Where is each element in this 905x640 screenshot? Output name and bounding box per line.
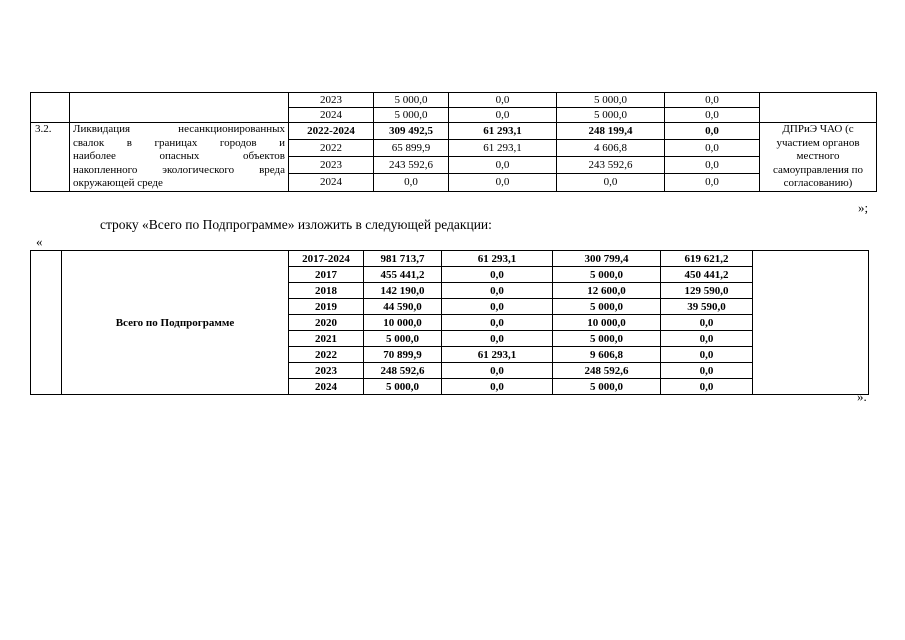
year-cell: 2019 xyxy=(289,299,364,315)
value-cell: 12 600,0 xyxy=(553,283,661,299)
description-line: свалок в границах городов и xyxy=(73,136,285,149)
value-cell: 61 293,1 xyxy=(442,347,553,363)
value-cell: 61 293,1 xyxy=(442,251,553,267)
total-label: Всего по Подпрограмме xyxy=(62,251,289,395)
subprogram-item-table xyxy=(30,92,877,192)
value-cell: 5 000,0 xyxy=(553,331,661,347)
value-cell: 61 293,1 xyxy=(449,123,557,140)
total-cell: 981 713,7 xyxy=(364,251,442,267)
responsible-cell xyxy=(753,251,869,395)
closing-quote: ». xyxy=(857,389,867,404)
closing-quote: »; xyxy=(858,200,869,215)
year-cell: 2023 xyxy=(289,157,374,174)
value-cell: 243 592,6 xyxy=(557,157,665,174)
total-cell: 243 592,6 xyxy=(374,157,449,174)
value-cell: 5 000,0 xyxy=(553,379,661,395)
total-cell: 5 000,0 xyxy=(374,108,449,123)
year-cell: 2022-2024 xyxy=(289,123,374,140)
year-cell: 2024 xyxy=(289,108,374,123)
description-line: накопленного экологического вреда xyxy=(73,163,285,176)
total-cell: 309 492,5 xyxy=(374,123,449,140)
year-cell: 2023 xyxy=(289,363,364,379)
opening-quote: « xyxy=(36,234,43,249)
value-cell: 5 000,0 xyxy=(557,93,665,108)
total-cell: 70 899,9 xyxy=(364,347,442,363)
value-cell: 0,0 xyxy=(661,331,753,347)
value-cell: 0,0 xyxy=(449,174,557,191)
value-cell: 0,0 xyxy=(661,379,753,395)
total-cell: 5 000,0 xyxy=(364,331,442,347)
value-cell: 0,0 xyxy=(449,108,557,123)
value-cell: 5 000,0 xyxy=(553,267,661,283)
table-row xyxy=(31,251,869,267)
total-cell: 0,0 xyxy=(374,174,449,191)
year-cell: 2020 xyxy=(289,315,364,331)
value-cell: 61 293,1 xyxy=(449,140,557,157)
description-line: наиболее опасных объектов xyxy=(73,150,285,162)
year-cell: 2022 xyxy=(289,347,364,363)
description-line: окружающей среде xyxy=(73,177,163,189)
value-cell: 39 590,0 xyxy=(661,299,753,315)
item-number: 3.2. xyxy=(31,123,70,192)
value-cell: 0,0 xyxy=(665,123,760,140)
value-cell: 0,0 xyxy=(449,157,557,174)
responsible-cell xyxy=(760,93,877,123)
value-cell: 0,0 xyxy=(661,363,753,379)
value-cell: 0,0 xyxy=(557,174,665,191)
responsible-executor: ДПРиЭ ЧАО (с участием органов местного самоуправления по согласованию) xyxy=(760,123,877,192)
year-cell: 2017 xyxy=(289,267,364,283)
year-cell: 2023 xyxy=(289,93,374,108)
value-cell: 248 199,4 xyxy=(557,123,665,140)
number-cell xyxy=(31,93,70,123)
value-cell: 0,0 xyxy=(442,379,553,395)
instruction-text: строку «Всего по Подпрограмме» изложить в следующей редакции: xyxy=(100,217,492,232)
value-cell: 4 606,8 xyxy=(557,140,665,157)
total-cell: 65 899,9 xyxy=(374,140,449,157)
total-cell: 44 590,0 xyxy=(364,299,442,315)
value-cell: 0,0 xyxy=(665,174,760,191)
value-cell: 0,0 xyxy=(665,108,760,123)
value-cell: 619 621,2 xyxy=(661,251,753,267)
value-cell: 0,0 xyxy=(665,157,760,174)
year-cell: 2017-2024 xyxy=(289,251,364,267)
value-cell: 450 441,2 xyxy=(661,267,753,283)
value-cell: 0,0 xyxy=(661,315,753,331)
value-cell: 0,0 xyxy=(449,93,557,108)
description-line: Ликвидация несанкционированных xyxy=(73,123,285,135)
year-cell: 2022 xyxy=(289,140,374,157)
value-cell: 5 000,0 xyxy=(557,108,665,123)
value-cell: 9 606,8 xyxy=(553,347,661,363)
total-cell: 248 592,6 xyxy=(364,363,442,379)
table-row xyxy=(31,93,877,108)
value-cell: 0,0 xyxy=(442,315,553,331)
value-cell: 10 000,0 xyxy=(553,315,661,331)
subprogram-total-table xyxy=(30,250,869,395)
value-cell: 0,0 xyxy=(661,347,753,363)
value-cell: 0,0 xyxy=(442,283,553,299)
value-cell: 0,0 xyxy=(665,93,760,108)
total-cell: 5 000,0 xyxy=(364,379,442,395)
value-cell: 300 799,4 xyxy=(553,251,661,267)
value-cell: 5 000,0 xyxy=(553,299,661,315)
value-cell: 0,0 xyxy=(442,267,553,283)
year-cell: 2024 xyxy=(289,379,364,395)
number-cell xyxy=(31,251,62,395)
value-cell: 129 590,0 xyxy=(661,283,753,299)
total-cell: 142 190,0 xyxy=(364,283,442,299)
value-cell: 0,0 xyxy=(442,299,553,315)
table-row xyxy=(31,123,877,140)
item-description xyxy=(70,123,289,192)
value-cell: 0,0 xyxy=(442,363,553,379)
total-cell: 455 441,2 xyxy=(364,267,442,283)
year-cell: 2018 xyxy=(289,283,364,299)
total-cell: 10 000,0 xyxy=(364,315,442,331)
year-cell: 2024 xyxy=(289,174,374,191)
value-cell: 0,0 xyxy=(665,140,760,157)
value-cell: 0,0 xyxy=(442,331,553,347)
value-cell: 248 592,6 xyxy=(553,363,661,379)
description-cell xyxy=(70,93,289,123)
total-cell: 5 000,0 xyxy=(374,93,449,108)
year-cell: 2021 xyxy=(289,331,364,347)
